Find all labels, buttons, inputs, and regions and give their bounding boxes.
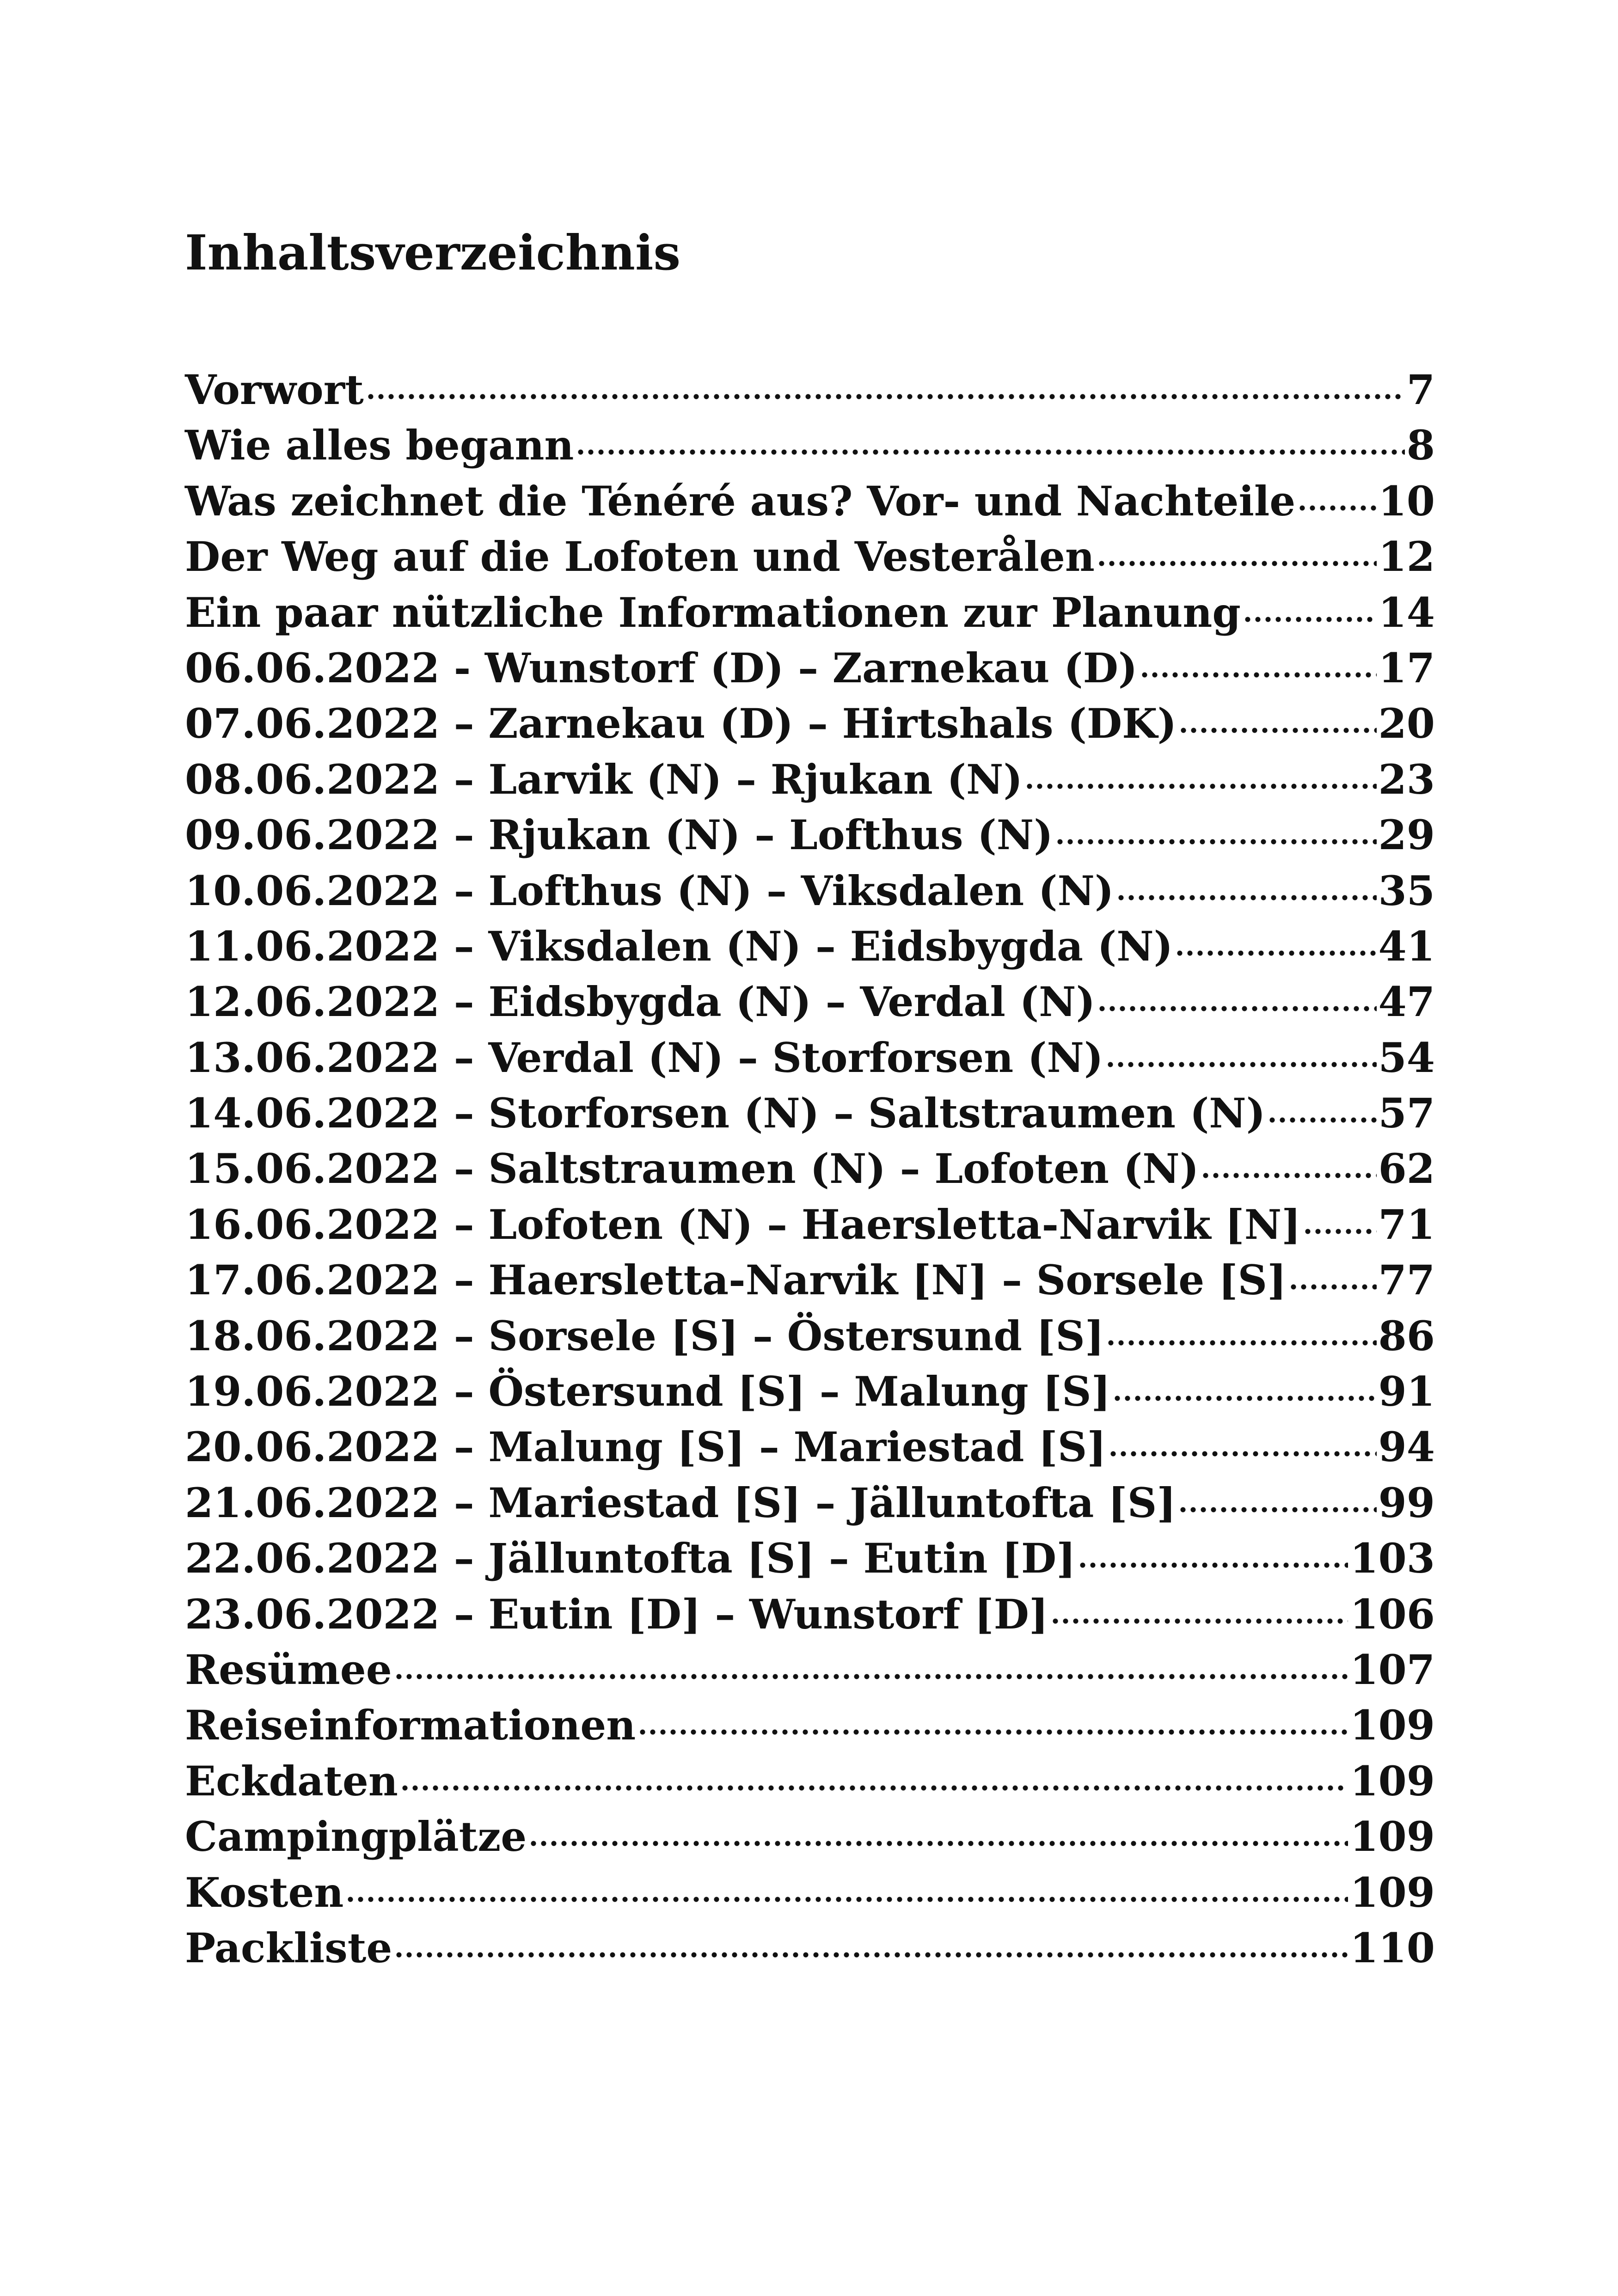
toc-entry[interactable] bbox=[185, 1642, 1435, 1697]
toc-entry-label: Resümee bbox=[185, 1645, 392, 1694]
toc-entry-label: Eckdaten bbox=[185, 1757, 398, 1805]
toc-dot-leader bbox=[1243, 614, 1377, 625]
toc-dot-leader bbox=[1055, 836, 1377, 847]
page-title: Inhaltsverzeichnis bbox=[185, 224, 681, 281]
toc-entry-page-number: 23 bbox=[1378, 755, 1435, 803]
toc-entry-label: 21.06.2022 – Mariestad [S] – Jälluntofta [S] bbox=[185, 1478, 1176, 1527]
toc-entry-page-number: 20 bbox=[1378, 699, 1435, 748]
toc-entry-label: 11.06.2022 – Viksdalen (N) – Eidsbygda (N) bbox=[185, 922, 1173, 970]
toc-entry[interactable] bbox=[185, 1531, 1435, 1586]
toc-entry-page-number: 106 bbox=[1350, 1590, 1435, 1638]
toc-entry-page-number: 35 bbox=[1378, 866, 1435, 915]
toc-dot-leader bbox=[1140, 669, 1377, 680]
toc-dot-leader bbox=[1116, 892, 1377, 903]
toc-entry-label: Ein paar nützliche Informationen zur Planung bbox=[185, 588, 1241, 637]
toc-entry-page-number: 99 bbox=[1378, 1478, 1435, 1527]
toc-entry-page-number: 41 bbox=[1378, 922, 1435, 970]
toc-dot-leader bbox=[345, 1894, 1348, 1905]
toc-dot-leader bbox=[576, 447, 1404, 458]
toc-entry[interactable] bbox=[185, 863, 1435, 918]
toc-entry-page-number: 71 bbox=[1378, 1200, 1435, 1249]
toc-entry[interactable] bbox=[185, 1197, 1435, 1252]
toc-entry-page-number: 109 bbox=[1350, 1812, 1435, 1861]
toc-entry-page-number: 86 bbox=[1378, 1311, 1435, 1360]
toc-dot-leader bbox=[366, 391, 1405, 402]
toc-dot-leader bbox=[394, 1671, 1348, 1682]
toc-entry[interactable] bbox=[185, 1419, 1435, 1475]
toc-dot-leader bbox=[1078, 1560, 1348, 1571]
toc-entry-label: 15.06.2022 – Saltstraumen (N) – Lofoten (N) bbox=[185, 1145, 1199, 1193]
toc-entry[interactable] bbox=[185, 1141, 1435, 1196]
toc-entry-page-number: 29 bbox=[1378, 811, 1435, 859]
toc-dot-leader bbox=[1178, 725, 1376, 736]
toc-entry-page-number: 14 bbox=[1378, 588, 1435, 637]
toc-entry[interactable] bbox=[185, 1252, 1435, 1308]
toc-entry[interactable] bbox=[185, 1085, 1435, 1141]
toc-entry[interactable] bbox=[185, 1364, 1435, 1419]
toc-entry[interactable] bbox=[185, 640, 1435, 696]
toc-entry-label: 18.06.2022 – Sorsele [S] – Östersund [S] bbox=[185, 1311, 1104, 1360]
toc-entry-label: Wie alles begann bbox=[185, 421, 574, 470]
toc-entry-label: 12.06.2022 – Eidsbygda (N) – Verdal (N) bbox=[185, 978, 1096, 1026]
toc-entry-label: 20.06.2022 – Malung [S] – Mariestad [S] bbox=[185, 1423, 1106, 1471]
toc-entry-page-number: 47 bbox=[1378, 978, 1435, 1026]
toc-dot-leader bbox=[1112, 1393, 1376, 1404]
toc-entry-page-number: 77 bbox=[1378, 1256, 1435, 1304]
toc-entry[interactable] bbox=[185, 974, 1435, 1029]
toc-entry-label: Reiseinformationen bbox=[185, 1701, 636, 1750]
toc-entry-page-number: 17 bbox=[1378, 643, 1435, 692]
toc-dot-leader bbox=[1106, 1337, 1376, 1348]
toc-entry-label: 13.06.2022 – Verdal (N) – Storforsen (N) bbox=[185, 1033, 1103, 1082]
toc-entry[interactable] bbox=[185, 585, 1435, 640]
toc-entry-page-number: 109 bbox=[1350, 1757, 1435, 1805]
toc-dot-leader bbox=[528, 1838, 1348, 1849]
toc-entry-label: 16.06.2022 – Lofoten (N) – Haersletta-Narvik [N] bbox=[185, 1200, 1301, 1249]
toc-entry[interactable] bbox=[185, 529, 1435, 584]
toc-entry[interactable] bbox=[185, 1475, 1435, 1531]
toc-dot-leader bbox=[1108, 1448, 1377, 1459]
toc-entry[interactable] bbox=[185, 1586, 1435, 1642]
toc-entry[interactable] bbox=[185, 1920, 1435, 1976]
toc-entry-page-number: 62 bbox=[1378, 1145, 1435, 1193]
toc-dot-leader bbox=[1267, 1114, 1376, 1126]
toc-entry-label: Packliste bbox=[185, 1923, 392, 1972]
toc-entry-label: 08.06.2022 – Larvik (N) – Rjukan (N) bbox=[185, 755, 1023, 803]
toc-entry-page-number: 8 bbox=[1406, 421, 1435, 470]
toc-dot-leader bbox=[1178, 1504, 1377, 1515]
toc-entry-label: 14.06.2022 – Storforsen (N) – Saltstraumen (N) bbox=[185, 1089, 1266, 1138]
toc-entry[interactable] bbox=[185, 473, 1435, 529]
toc-dot-leader bbox=[637, 1727, 1348, 1738]
toc-dot-leader bbox=[1288, 1281, 1377, 1292]
toc-dot-leader bbox=[1303, 1226, 1377, 1237]
toc-entry-page-number: 103 bbox=[1350, 1534, 1435, 1583]
toc-dot-leader bbox=[400, 1782, 1348, 1794]
toc-entry-page-number: 94 bbox=[1378, 1423, 1435, 1471]
toc-entry-label: 07.06.2022 – Zarnekau (D) – Hirtshals (DK) bbox=[185, 699, 1177, 748]
toc-entry-page-number: 110 bbox=[1350, 1923, 1435, 1972]
toc-dot-leader bbox=[1097, 1003, 1376, 1014]
toc-entry-page-number: 91 bbox=[1378, 1367, 1435, 1416]
toc-entry[interactable] bbox=[185, 807, 1435, 863]
toc-dot-leader bbox=[1024, 781, 1376, 792]
toc-entry[interactable] bbox=[185, 1308, 1435, 1364]
toc-entry[interactable] bbox=[185, 752, 1435, 807]
toc-dot-leader bbox=[1297, 502, 1376, 514]
toc-entry-label: 09.06.2022 – Rjukan (N) – Lofthus (N) bbox=[185, 811, 1053, 859]
toc-entry[interactable] bbox=[185, 1753, 1435, 1809]
toc-entry-label: Kosten bbox=[185, 1868, 344, 1916]
toc-entry-page-number: 7 bbox=[1406, 366, 1435, 414]
toc-entry-label: Was zeichnet die Ténéré aus? Vor- und Nachteile bbox=[185, 477, 1296, 525]
toc-entry[interactable] bbox=[185, 362, 1435, 417]
toc-dot-leader bbox=[1050, 1616, 1348, 1627]
toc-entry-label: Campingplätze bbox=[185, 1812, 527, 1861]
toc-entry-label: 23.06.2022 – Eutin [D] – Wunstorf [D] bbox=[185, 1590, 1048, 1638]
toc-entry[interactable] bbox=[185, 1809, 1435, 1864]
toc-entry[interactable] bbox=[185, 918, 1435, 974]
toc-entry-label: 06.06.2022 - Wunstorf (D) – Zarnekau (D) bbox=[185, 643, 1138, 692]
toc-dot-leader bbox=[1105, 1059, 1377, 1070]
toc-entry-label: 17.06.2022 – Haersletta-Narvik [N] – Sorsele [S] bbox=[185, 1256, 1287, 1304]
toc-entry-label: Der Weg auf die Lofoten und Vesterålen bbox=[185, 533, 1095, 581]
toc-entry-page-number: 54 bbox=[1378, 1033, 1435, 1082]
toc-entry-label: 22.06.2022 – Jälluntofta [S] – Eutin [D] bbox=[185, 1534, 1076, 1583]
toc-entry[interactable] bbox=[185, 1697, 1435, 1753]
toc-entry[interactable] bbox=[185, 417, 1435, 473]
toc-dot-leader bbox=[1175, 948, 1376, 959]
toc-entry-page-number: 107 bbox=[1350, 1645, 1435, 1694]
table-of-contents bbox=[185, 362, 1435, 1976]
toc-entry[interactable] bbox=[185, 1030, 1435, 1085]
toc-entry-page-number: 109 bbox=[1350, 1868, 1435, 1916]
toc-entry-page-number: 57 bbox=[1378, 1089, 1435, 1138]
toc-entry-label: 10.06.2022 – Lofthus (N) – Viksdalen (N) bbox=[185, 866, 1114, 915]
toc-entry[interactable] bbox=[185, 696, 1435, 751]
toc-entry-page-number: 109 bbox=[1350, 1701, 1435, 1750]
toc-dot-leader bbox=[1097, 558, 1377, 569]
toc-dot-leader bbox=[394, 1949, 1348, 1960]
toc-entry-label: Vorwort bbox=[185, 366, 364, 414]
toc-dot-leader bbox=[1201, 1170, 1376, 1181]
toc-entry[interactable] bbox=[185, 1865, 1435, 1920]
toc-entry-label: 19.06.2022 – Östersund [S] – Malung [S] bbox=[185, 1367, 1111, 1416]
toc-entry-page-number: 12 bbox=[1378, 533, 1435, 581]
toc-entry-page-number: 10 bbox=[1378, 477, 1435, 525]
